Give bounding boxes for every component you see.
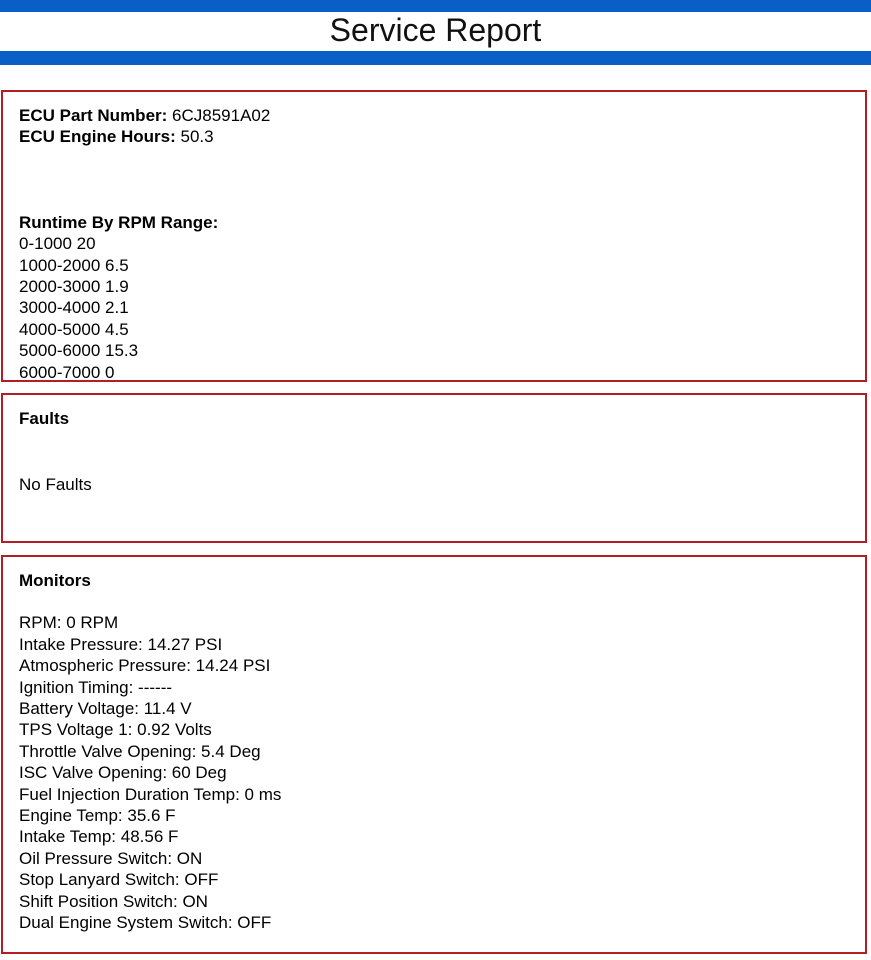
monitor-item: Fuel Injection Duration Temp: 0 ms [19,784,282,804]
monitors-heading: Monitors [19,571,91,590]
runtime-row: 3000-4000 2.1 [19,298,129,318]
monitor-item: RPM: 0 RPM [19,613,119,633]
monitor-item: Stop Lanyard Switch: OFF [19,870,219,890]
faults-spacer [19,429,865,474]
faults-message: No Faults [19,475,92,495]
monitor-item: Atmospheric Pressure: 14.24 PSI [19,656,271,676]
ecu-engine-hours-label: ECU Engine Hours: [19,127,176,147]
ecu-part-number-label: ECU Part Number: [19,106,168,125]
ecu-part-number [19,105,865,126]
runtime-row: 4000-5000 4.5 [19,319,129,339]
header-bottom-bar [0,51,871,65]
runtime-row: 0-1000 20 [19,234,96,254]
faults-panel [1,393,867,543]
monitor-item: Engine Temp: 35.6 F [19,806,176,826]
ecu-engine-hours-value: 50.3 [175,127,214,147]
monitor-item: Dual Engine System Switch: OFF [19,913,272,933]
monitor-item: Oil Pressure Switch: ON [19,848,203,868]
monitor-item: Shift Position Switch: ON [19,891,208,911]
runtime-row: 6000-7000 0 [19,362,115,382]
monitor-item: Throttle Valve Opening: 5.4 Deg [19,741,261,761]
monitors-panel [1,555,867,954]
ecu-engine-hours [19,126,865,147]
monitor-item: Battery Voltage: 11.4 V [19,699,192,719]
runtime-row: 1000-2000 6.5 [19,255,129,275]
runtime-heading: Runtime By RPM Range: [19,212,219,232]
runtime-row: 5000-6000 15.3 [19,341,139,361]
monitor-item: TPS Voltage 1: 0.92 Volts [19,720,212,740]
monitor-item: Intake Temp: 48.56 F [19,827,179,847]
faults-heading: Faults [19,409,70,428]
monitor-item: Intake Pressure: 14.27 PSI [19,634,223,654]
monitors-spacer [19,591,865,612]
ecu-panel [1,90,867,382]
page-title: Service Report [329,12,542,48]
ecu-part-number-value: 6CJ8591A02 [167,106,271,125]
ecu-spacer [19,148,865,212]
monitor-item: ISC Valve Opening: 60 Deg [19,763,227,783]
monitor-item: Ignition Timing: ------ [19,677,173,697]
runtime-row: 2000-3000 1.9 [19,277,129,297]
